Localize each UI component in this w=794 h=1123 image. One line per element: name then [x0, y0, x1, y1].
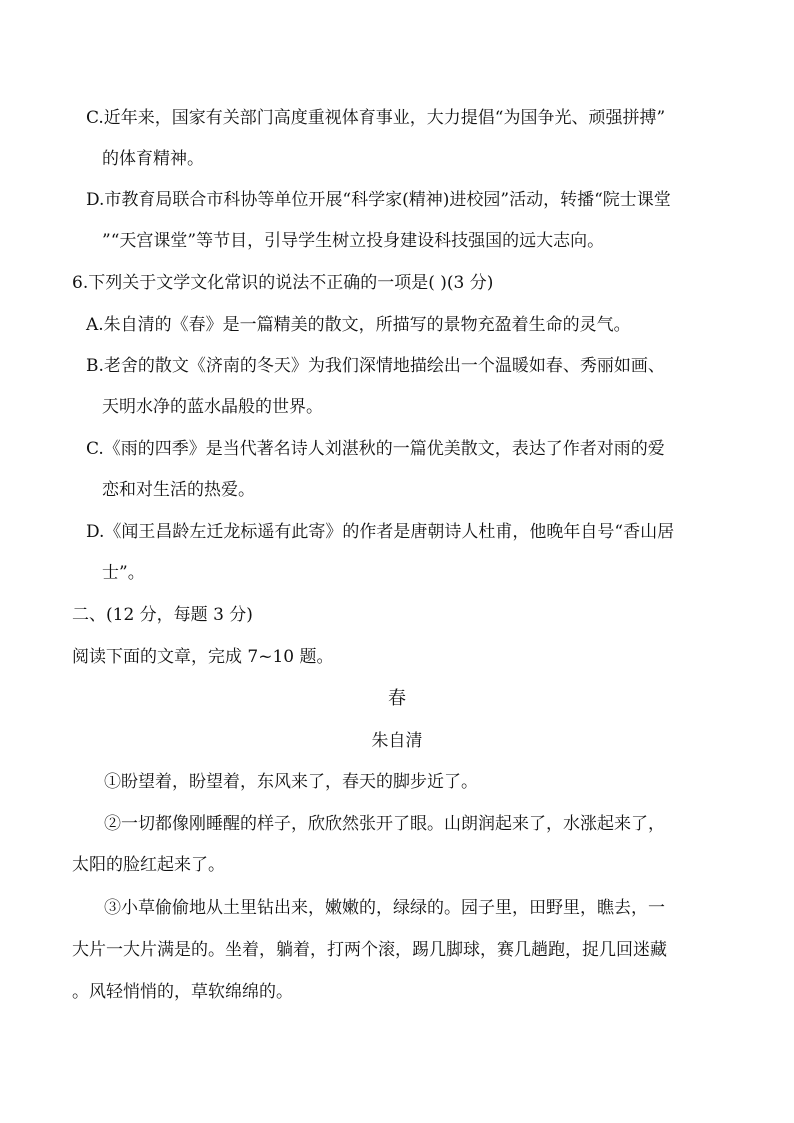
q6-option-c-line1: C.《雨的四季》是当代著名诗人刘湛秋的一篇优美散文，表达了作者对雨的爱	[86, 439, 665, 459]
q5-option-c-line2: 的体育精神。	[102, 149, 204, 169]
q6-option-b-line1: B.老舍的散文《济南的冬天》为我们深情地描绘出一个温暖如春、秀丽如画、	[86, 356, 665, 376]
q5-option-d-line1: D.市教育局联合市科协等单位开展“科学家(精神)进校园”活动，转播“院士课堂	[86, 190, 671, 210]
article-author: 朱自清	[371, 731, 423, 751]
article-paragraph-1: ①盼望着，盼望着，东风来了，春天的脚步近了。	[104, 772, 478, 792]
article-paragraph-3-line2: 大片一大片满是的。坐着，躺着，打两个滚，踢几脚球，赛几趟跑，捉几回迷藏	[72, 940, 667, 960]
article-paragraph-3-line3: 。风轻悄悄的，草软绵绵的。	[72, 982, 293, 1002]
q6-option-a: A.朱自清的《春》是一篇精美的散文，所描写的景物充盈着生命的灵气。	[86, 315, 631, 335]
q6-option-d-line2: 士”。	[102, 563, 145, 583]
q6-option-d-line1: D.《闻王昌龄左迁龙标遥有此寄》的作者是唐朝诗人杜甫，他晚年自号“香山居	[86, 522, 675, 542]
q5-option-c-line1: C.近年来，国家有关部门高度重视体育事业，大力提倡“为国争光、顽强拼搏”	[86, 108, 666, 128]
article-paragraph-2-line2: 太阳的脸红起来了。	[72, 855, 225, 875]
q6-option-c-line2: 恋和对生活的热爱。	[102, 480, 255, 500]
q6-stem: 6.下列关于文学文化常识的说法不正确的一项是( )(3 分)	[72, 273, 494, 293]
q6-option-b-line2: 天明水净的蓝水晶般的世界。	[102, 397, 323, 417]
section2-instruction: 阅读下面的文章，完成 7~10 题。	[72, 647, 334, 667]
section2-heading: 二、(12 分，每题 3 分)	[72, 605, 253, 625]
article-paragraph-2-line1: ②一切都像刚睡醒的样子，欣欣然张开了眼。山朗润起来了，水涨起来了，	[104, 814, 665, 834]
article-title: 春	[388, 688, 406, 709]
article-paragraph-3-line1: ③小草偷偷地从土里钻出来，嫩嫩的，绿绿的。园子里，田野里，瞧去，一	[104, 898, 665, 918]
q5-option-d-line2: ”“天宫课堂”等节目，引导学生树立投身建设科技强国的远大志向。	[102, 231, 605, 251]
